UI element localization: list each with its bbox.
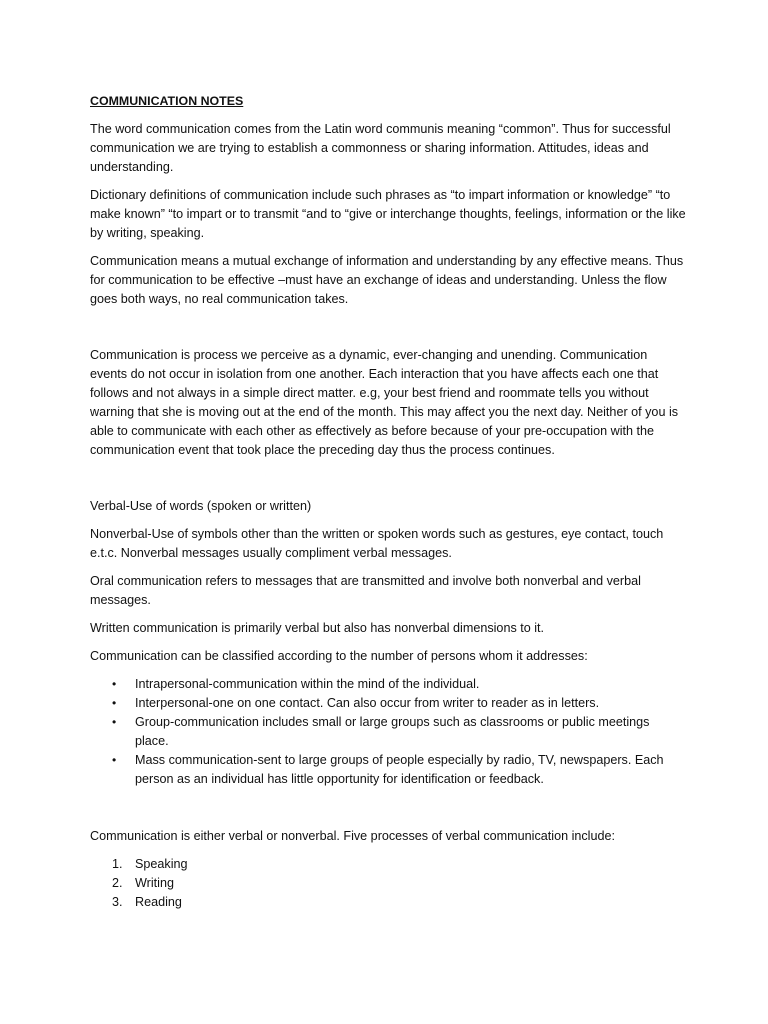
list-item-text: Group-communication includes small or large groups such as classrooms or public meetings place.: [135, 715, 650, 748]
bullet-icon: •: [112, 715, 117, 729]
paragraph-nonverbal-definition: Nonverbal-Use of symbols other than the written or spoken words such as gestures, eye contact, touch e.t.c. Nonverbal messages usually compliment verbal messages.: [90, 527, 664, 560]
numbered-list: [90, 855, 686, 912]
document-title: COMMUNICATION NOTES: [90, 94, 244, 108]
list-item-text: Writing: [135, 876, 174, 890]
list-number: 2.: [112, 876, 123, 890]
list-item-text: Interpersonal-one on one contact. Can also occur from writer to reader as in letters.: [135, 696, 600, 710]
list-item: [90, 713, 686, 751]
list-number: 3.: [112, 895, 123, 909]
list-number: 1.: [112, 857, 123, 871]
list-item-text: Speaking: [135, 857, 188, 871]
paragraph-dictionary-definitions: Dictionary definitions of communication include such phrases as “to impart information or knowledge” “to make known” “to impart or to transmit “and to “give or interchange thoughts, feelings, information or the like by writing, speaking.: [90, 188, 686, 240]
paragraph-oral-communication: Oral communication refers to messages that are transmitted and involve both nonverbal and verbal messages.: [90, 574, 641, 607]
list-item: [90, 874, 686, 893]
paragraph-process: Communication is process we perceive as a dynamic, ever-changing and unending. Communication events do not occur in isolation from one another. Each interaction that you have affects each one that follows and not always in a simple direct matter. e.g, your best friend and roommate tells you without warning that she is moving out at the end of the month. This may affect you the next day. Neither of you is able to communicate with each other as effectively as before because of your pre-occupation with the communication event that took place the preceding day thus the process continues.: [90, 348, 679, 457]
paragraph-etymology: The word communication comes from the Latin word communis meaning “common”. Thus for successful communication we are trying to establish a commonness or sharing information. Attitudes, ideas and understanding.: [90, 122, 671, 174]
bullet-list: [90, 675, 686, 789]
paragraph-classification: Communication can be classified according to the number of persons whom it addresses:: [90, 649, 588, 663]
list-item-text: Intrapersonal-communication within the mind of the individual.: [135, 677, 480, 691]
paragraph-written-communication: Written communication is primarily verbal but also has nonverbal dimensions to it.: [90, 621, 545, 635]
list-item: [90, 675, 686, 694]
paragraph-mutual-exchange: Communication means a mutual exchange of information and understanding by any effective means. Thus for communication to be effective –must have an exchange of ideas and understanding. Unless the flow goes both ways, no real communication takes.: [90, 254, 684, 306]
document-page: [90, 92, 686, 912]
bullet-icon: •: [112, 696, 117, 710]
list-item-text: Reading: [135, 895, 182, 909]
paragraph-verbal-definition: Verbal-Use of words (spoken or written): [90, 499, 312, 513]
list-item-text: Mass communication-sent to large groups of people especially by radio, TV, newspapers. Each person as an individual has little opportunity for identification or feedback.: [135, 753, 664, 786]
list-item: [90, 855, 686, 874]
list-item: [90, 893, 686, 912]
bullet-icon: •: [112, 677, 117, 691]
list-item: [90, 694, 686, 713]
list-item: [90, 751, 686, 789]
bullet-icon: •: [112, 753, 117, 767]
paragraph-verbal-processes: Communication is either verbal or nonverbal. Five processes of verbal communication include:: [90, 829, 615, 843]
